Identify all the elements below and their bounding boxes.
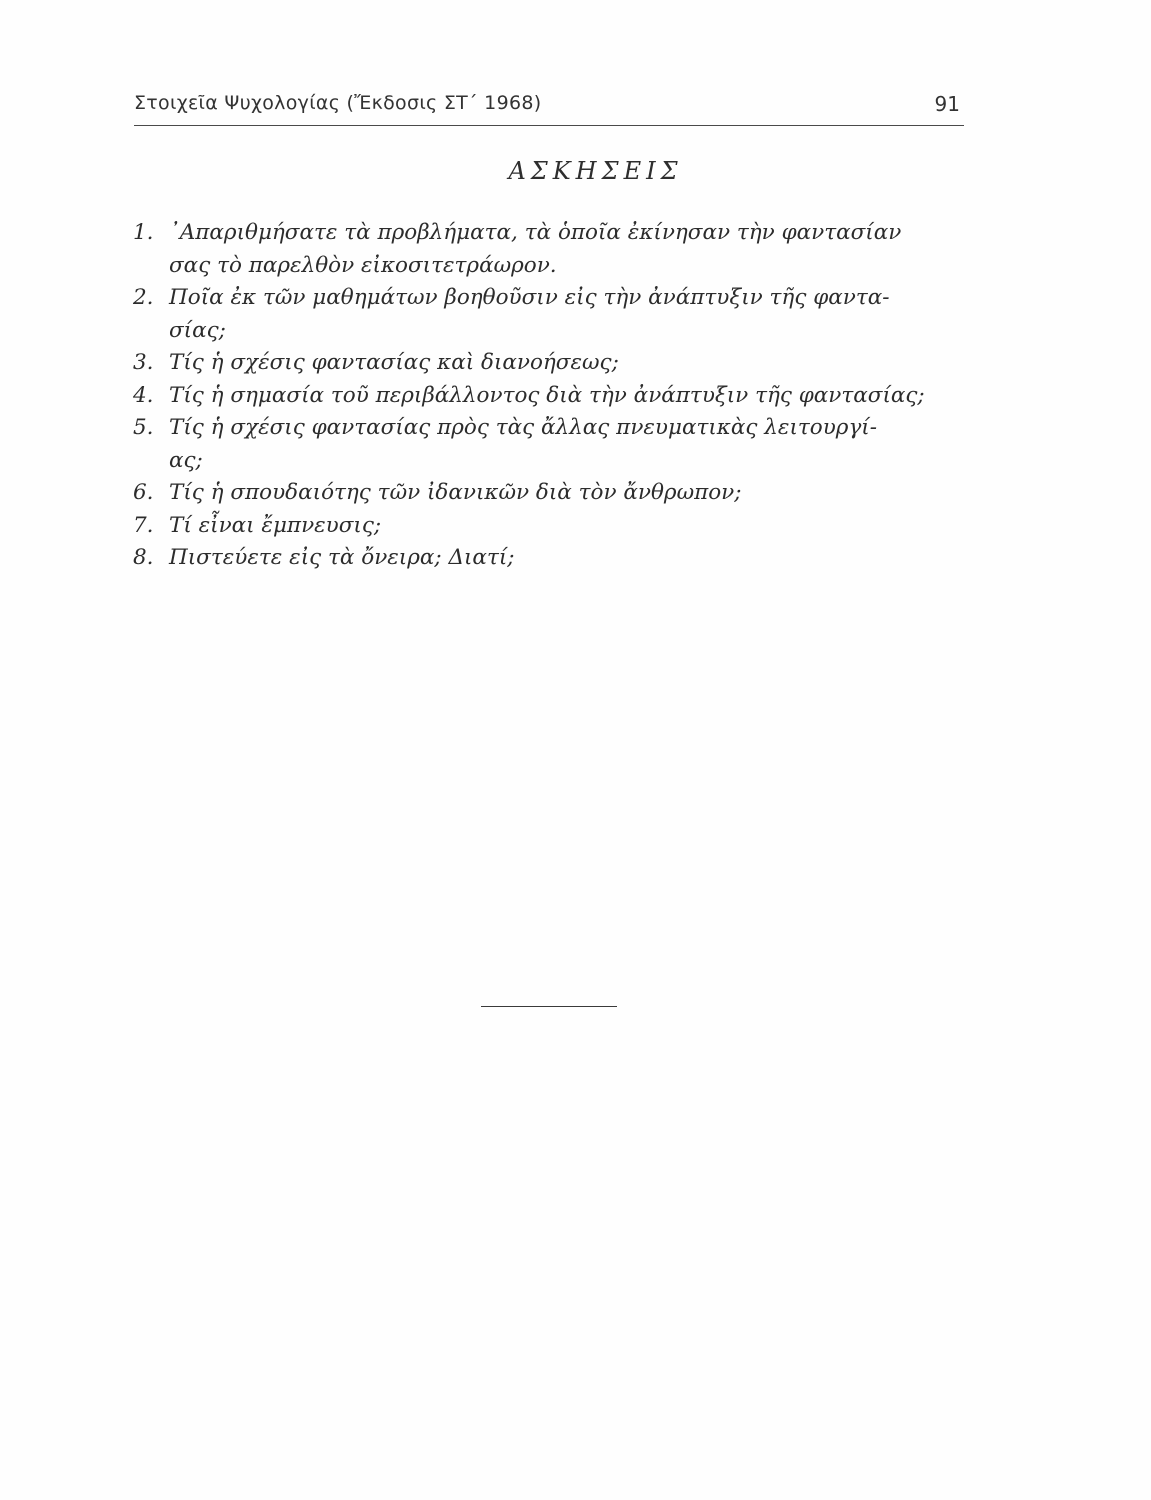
exercise-item — [133, 347, 963, 380]
exercise-text-continued: ας; — [169, 447, 203, 473]
exercise-text: Πιστεύετε εἰς τὰ ὄνειρα; Διατί; — [169, 545, 515, 570]
exercise-text: Ποῖα ἐκ τῶν μαθημάτων βοηθοῦσιν εἰς τὴν ἀνάπτυξιν τῆς φαντα- — [169, 285, 890, 310]
header-rule — [134, 125, 964, 126]
exercise-list — [133, 217, 963, 575]
exercise-text: Τίς ἡ σημασία τοῦ περιβάλλοντος διὰ τὴν ἀνάπτυξιν τῆς φαντασίας; — [169, 382, 925, 408]
exercise-item — [133, 217, 963, 282]
exercise-text: Τίς ἡ σχέσις φαντασίας πρὸς τὰς ἄλλας πνευματικὰς λειτουργί- — [169, 415, 877, 440]
exercise-number: 4. — [133, 382, 154, 408]
exercise-item — [133, 477, 963, 510]
exercise-number: 3. — [133, 350, 154, 375]
exercise-number: 8. — [133, 545, 154, 570]
section-end-rule — [481, 1006, 617, 1007]
exercise-number: 7. — [133, 512, 154, 538]
exercise-text: Τί εἶναι ἔμπνευσις; — [169, 512, 382, 538]
exercise-item — [133, 412, 963, 477]
exercise-text-continued: σίας; — [169, 317, 226, 343]
running-head — [134, 86, 962, 126]
page-number: 91 — [934, 92, 960, 116]
exercise-item — [133, 380, 963, 413]
exercise-item — [133, 282, 963, 347]
exercise-number: 5. — [133, 415, 154, 440]
section-title: ΑΣΚΗΣΕΙΣ — [508, 157, 683, 185]
exercise-text: ᾿Απαριθμήσατε τὰ προβλήματα, τὰ ὁποῖα ἐκίνησαν τὴν φαντασίαν — [169, 220, 902, 245]
exercise-item — [133, 542, 963, 575]
exercise-number: 2. — [133, 285, 154, 310]
exercise-text-continued: σας τὸ παρελθὸν εἰκοσιτετράωρον. — [169, 252, 557, 278]
exercise-text: Τίς ἡ σχέσις φαντασίας καὶ διανοήσεως; — [169, 350, 619, 375]
exercise-text: Τίς ἡ σπουδαιότης τῶν ἰδανικῶν διὰ τὸν ἄνθρωπον; — [169, 480, 742, 505]
running-title: Στοιχεῖα Ψυχολογίας (Ἔκδοσις ΣΤ΄ 1968) — [134, 92, 542, 114]
exercise-number: 6. — [133, 480, 154, 505]
exercise-item — [133, 510, 963, 543]
exercise-number: 1. — [133, 220, 154, 245]
